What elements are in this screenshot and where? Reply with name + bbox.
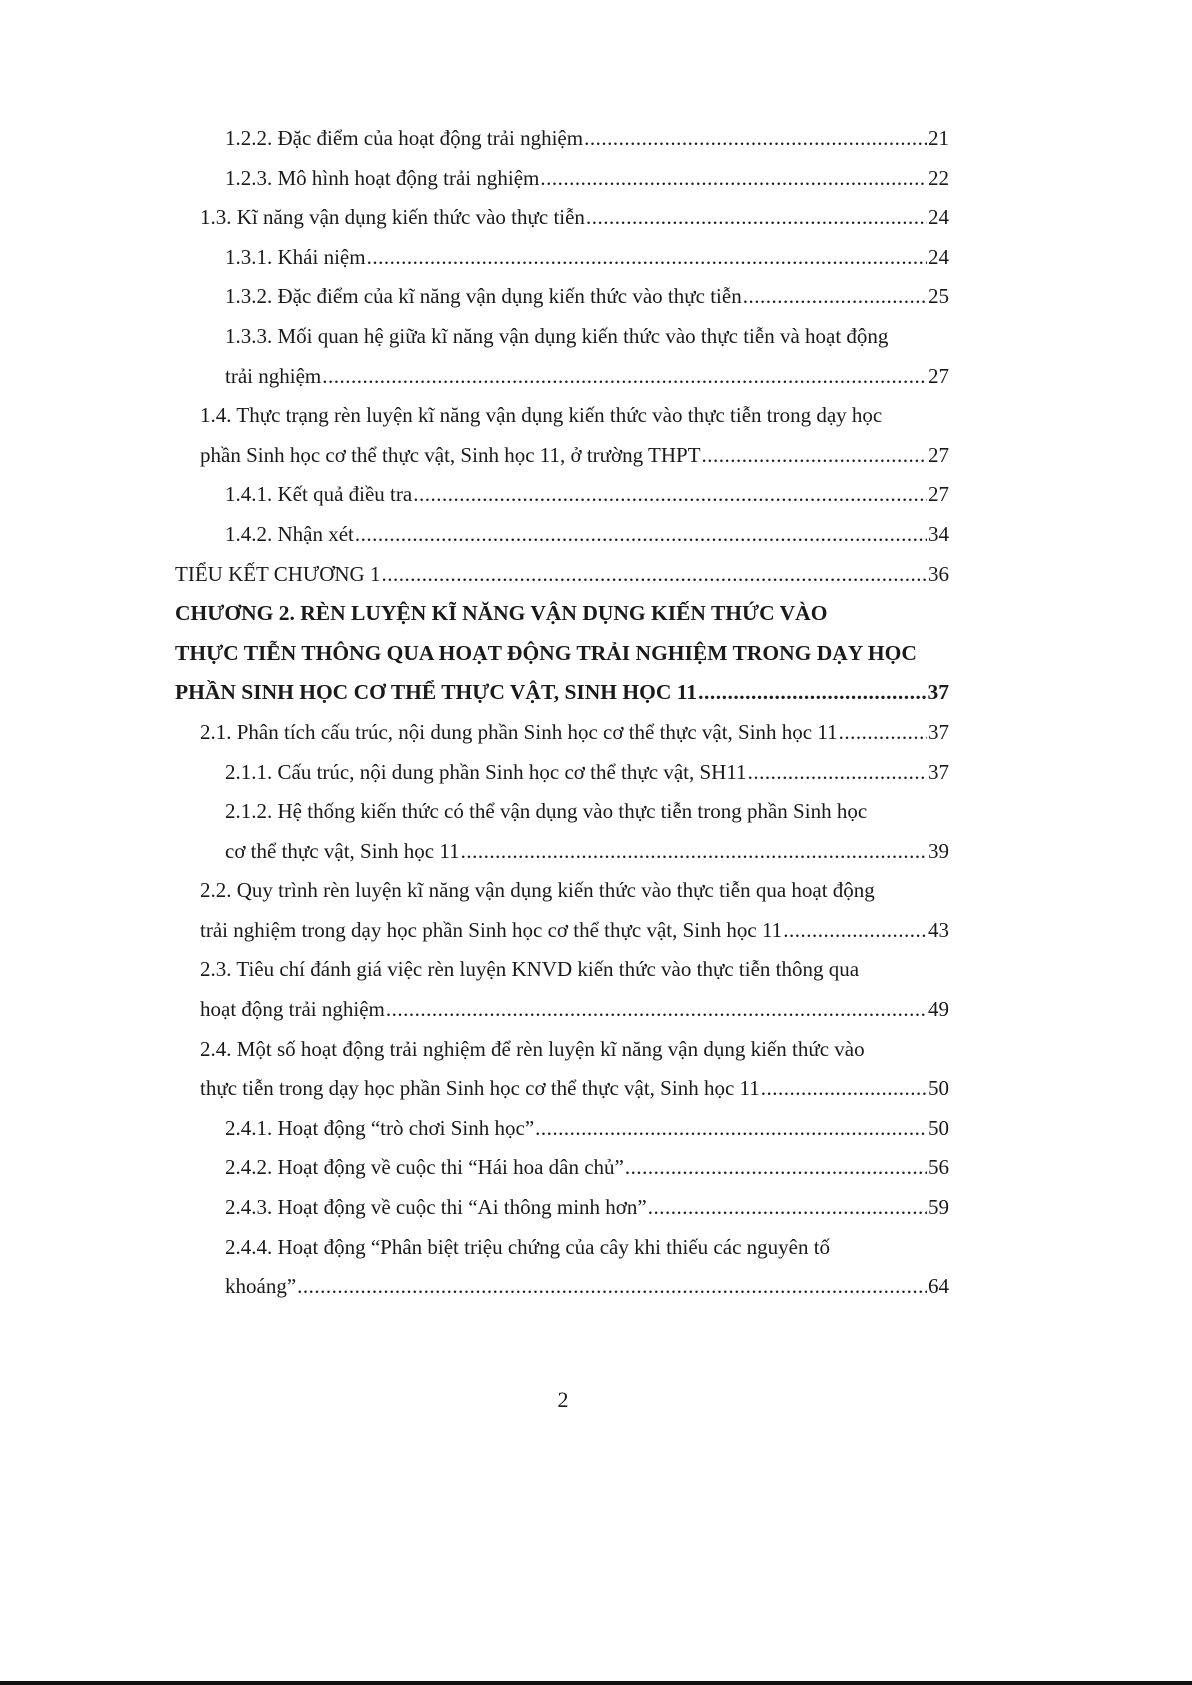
dot-leader [413, 475, 927, 515]
toc-entry[interactable] [0, 238, 1192, 278]
toc-entry-continued[interactable] [0, 594, 1192, 634]
toc-entry-page: 34 [928, 521, 949, 546]
toc-entry-title: 2.1.2. Hệ thống kiến thức có thể vận dụng vào thực tiễn trong phần Sinh học [225, 799, 868, 824]
bottom-edge-rule [0, 1681, 1192, 1685]
toc-entry-continued[interactable] [0, 396, 1192, 436]
toc-entry-page: 37 [927, 680, 949, 705]
toc-entry[interactable] [0, 555, 1192, 595]
toc-entry-continued[interactable] [0, 792, 1192, 832]
dot-leader [748, 753, 927, 793]
toc-entry-title: 2.4.2. Hoạt động về cuộc thi “Hái hoa dân chủ” [225, 1155, 624, 1180]
toc-entry-page: 39 [928, 838, 949, 863]
toc-entry-title: 1.3.2. Đặc điểm của kĩ năng vận dụng kiến thức vào thực tiễn [225, 284, 742, 309]
toc-entry[interactable] [0, 753, 1192, 793]
toc-entry-title: hoạt động trải nghiệm [200, 997, 385, 1022]
table-of-contents [0, 119, 1192, 1307]
toc-entry[interactable] [0, 515, 1192, 555]
toc-entry-title: khoáng” [225, 1274, 297, 1299]
toc-entry-title: trải nghiệm trong dạy học phần Sinh học cơ thể thực vật, Sinh học 11 [200, 917, 783, 942]
dot-leader [297, 1267, 927, 1307]
toc-entry[interactable] [0, 475, 1192, 515]
toc-entry[interactable] [0, 159, 1192, 199]
toc-entry-title: THỰC TIỄN THÔNG QUA HOẠT ĐỘNG TRẢI NGHIỆM TRONG DẠY HỌC [175, 640, 917, 665]
dot-leader [625, 1148, 927, 1188]
toc-entry-title: CHƯƠNG 2. RÈN LUYỆN KĨ NĂNG VẬN DỤNG KIẾN THỨC VÀO [175, 601, 828, 626]
dot-leader [540, 159, 927, 199]
toc-entry-title: 2.4.4. Hoạt động “Phân biệt triệu chứng của cây khi thiếu các nguyên tố [225, 1234, 831, 1259]
toc-entry-title: 2.4.1. Hoạt động “trò chơi Sinh học” [225, 1115, 535, 1140]
toc-entry-page: 37 [928, 719, 949, 744]
toc-entry-page: 56 [928, 1155, 949, 1180]
toc-entry-continued[interactable] [0, 1030, 1192, 1070]
page-number: 2 [557, 1387, 569, 1412]
toc-entry-title: 2.3. Tiêu chí đánh giá việc rèn luyện KNVD kiến thức vào thực tiễn thông qua [200, 957, 860, 982]
toc-entry-title: 2.2. Quy trình rèn luyện kĩ năng vận dụng kiến thức vào thực tiễn qua hoạt động [200, 878, 875, 903]
dot-leader [381, 555, 927, 595]
dot-leader [743, 277, 927, 317]
toc-entry[interactable] [0, 1267, 1192, 1307]
toc-entry-title: 1.4. Thực trạng rèn luyện kĩ năng vận dụng kiến thức vào thực tiễn trong dạy học [200, 403, 883, 428]
toc-entry-title: 2.1.1. Cấu trúc, nội dung phần Sinh học cơ thể thực vật, SH11 [225, 759, 747, 784]
toc-entry[interactable] [0, 713, 1192, 753]
dot-leader [355, 515, 927, 555]
toc-entry-page: 36 [928, 561, 949, 586]
toc-entry-title: 1.2.3. Mô hình hoạt động trải nghiệm [225, 165, 540, 190]
dot-leader [783, 911, 927, 951]
toc-entry-page: 43 [928, 917, 949, 942]
dot-leader [586, 198, 927, 238]
toc-entry[interactable] [0, 911, 1192, 951]
dot-leader [702, 436, 927, 476]
dot-leader [535, 1109, 927, 1149]
toc-entry-page: 22 [928, 165, 949, 190]
toc-entry[interactable] [0, 1069, 1192, 1109]
dot-leader [322, 357, 927, 397]
toc-entry-page: 64 [928, 1274, 949, 1299]
dot-leader [367, 238, 927, 278]
toc-entry-title: 1.4.2. Nhận xét [225, 521, 354, 546]
toc-entry-continued[interactable] [0, 950, 1192, 990]
toc-entry-page: 24 [928, 244, 949, 269]
toc-entry-page: 59 [928, 1195, 949, 1220]
toc-entry-continued[interactable] [0, 1228, 1192, 1268]
toc-entry-title: thực tiễn trong dạy học phần Sinh học cơ thể thực vật, Sinh học 11 [200, 1076, 760, 1101]
toc-entry-continued[interactable] [0, 634, 1192, 674]
toc-entry-page: 37 [928, 759, 949, 784]
toc-entry-title: 1.3.1. Khái niệm [225, 244, 366, 269]
toc-entry-title: trải nghiệm [225, 363, 322, 388]
dot-leader [698, 673, 926, 713]
toc-entry-page: 49 [928, 997, 949, 1022]
dot-leader [584, 119, 927, 159]
dot-leader [761, 1069, 927, 1109]
toc-entry-page: 27 [928, 442, 949, 467]
toc-entry-title: TIỂU KẾT CHƯƠNG 1 [175, 561, 381, 586]
toc-entry-title: 1.4.1. Kết quả điều tra [225, 482, 413, 507]
toc-entry-title: 2.4.3. Hoạt động về cuộc thi “Ai thông minh hơn” [225, 1195, 647, 1220]
dot-leader [386, 990, 927, 1030]
toc-entry-title: 1.2.2. Đặc điểm của hoạt động trải nghiệm [225, 126, 584, 150]
toc-entry-title: 1.3.3. Mối quan hệ giữa kĩ năng vận dụng kiến thức vào thực tiễn và hoạt động [225, 323, 889, 348]
toc-entry[interactable] [0, 436, 1192, 476]
toc-entry-page: 25 [928, 284, 949, 309]
toc-entry-title: cơ thể thực vật, Sinh học 11 [225, 838, 460, 863]
toc-entry-title: 2.4. Một số hoạt động trải nghiệm để rèn luyện kĩ năng vận dụng kiến thức vào [200, 1036, 865, 1061]
toc-entry-title: 2.1. Phân tích cấu trúc, nội dung phần Sinh học cơ thể thực vật, Sinh học 11 [200, 719, 838, 744]
toc-entry-title: 1.3. Kĩ năng vận dụng kiến thức vào thực tiễn [200, 205, 585, 230]
toc-entry-page: 24 [928, 205, 949, 230]
toc-entry[interactable] [0, 1188, 1192, 1228]
toc-entry[interactable] [0, 198, 1192, 238]
dot-leader [839, 713, 927, 753]
toc-entry-page: 50 [928, 1115, 949, 1140]
toc-entry[interactable] [0, 277, 1192, 317]
toc-entry[interactable] [0, 673, 1192, 713]
toc-entry-continued[interactable] [0, 317, 1192, 357]
toc-entry-continued[interactable] [0, 871, 1192, 911]
toc-entry-page: 27 [928, 482, 949, 507]
dot-leader [461, 832, 927, 872]
toc-entry[interactable] [0, 119, 1192, 159]
toc-entry[interactable] [0, 357, 1192, 397]
toc-entry-page: 27 [928, 363, 949, 388]
toc-entry[interactable] [0, 990, 1192, 1030]
toc-entry[interactable] [0, 1109, 1192, 1149]
toc-entry-page: 21 [928, 126, 949, 150]
toc-entry[interactable] [0, 832, 1192, 872]
toc-entry[interactable] [0, 1148, 1192, 1188]
toc-entry-page: 50 [928, 1076, 949, 1101]
toc-entry-title: phần Sinh học cơ thể thực vật, Sinh học 11, ở trường THPT [200, 442, 701, 467]
dot-leader [648, 1188, 927, 1228]
toc-entry-title: PHẦN SINH HỌC CƠ THỂ THỰC VẬT, SINH HỌC 11 [175, 680, 698, 705]
